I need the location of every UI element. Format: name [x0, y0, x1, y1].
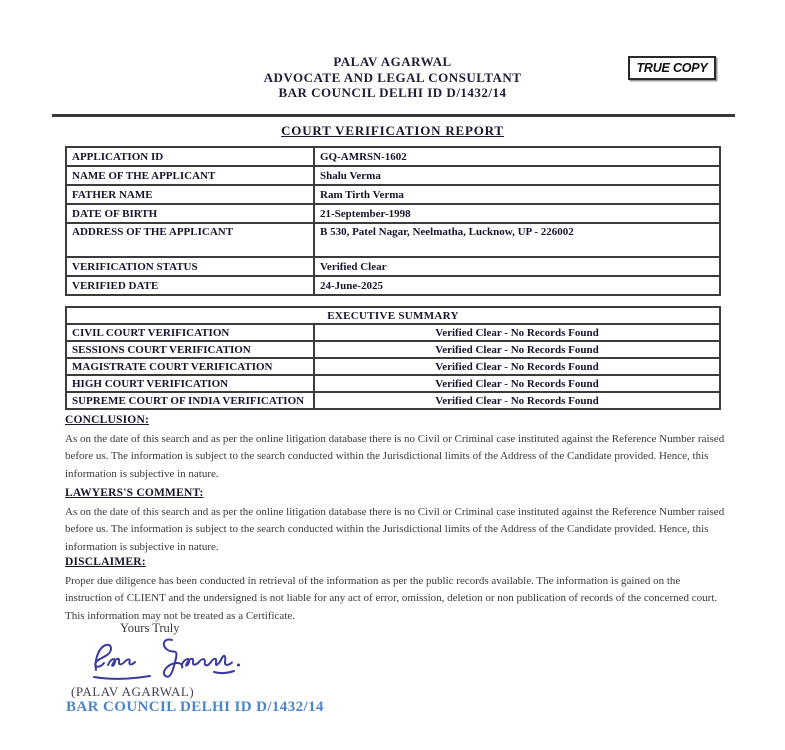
section-heading: LAWYERS'S COMMENT:: [65, 487, 204, 499]
section-body: Proper due diligence has been conducted in retrieval of the information as per the public records available. The information is gained on the instruction of CLIENT and the undersigned is not liable for any act of error, omission, deletion or non publication of records of the concerned court. This information may not be treated as a Certificate.: [65, 574, 718, 622]
section-body: As on the date of this search and as per the online litigation database there is no Civil or Criminal case instituted against the Reference Number raised before us. The information is subject to the search conducted within the Jurisdictional limits of the Address of the Candidate provided. Hence, this information is subjective in nature.: [65, 432, 725, 480]
field-label: VERIFIED DATE: [66, 276, 314, 295]
field-label: SESSIONS COURT VERIFICATION: [66, 341, 314, 358]
table-row: [66, 223, 720, 257]
field-value: 21-September-1998: [314, 204, 720, 223]
field-value: B 530, Patel Nagar, Neelmatha, Lucknow, UP - 226002: [314, 223, 720, 257]
advocate-role: ADVOCATE AND LEGAL CONSULTANT: [263, 69, 522, 85]
lawyers-comment-section: [65, 487, 725, 556]
executive-summary-heading: EXECUTIVE SUMMARY: [66, 307, 720, 324]
field-value: GQ-AMRSN-1602: [314, 147, 720, 166]
field-value: Verified Clear - No Records Found: [314, 324, 720, 341]
header-divider: [52, 114, 735, 117]
field-label: NAME OF THE APPLICANT: [66, 166, 314, 185]
table-row: [66, 392, 720, 409]
field-label: APPLICATION ID: [66, 147, 314, 166]
table-row: [66, 147, 720, 166]
field-label: DATE OF BIRTH: [66, 204, 314, 223]
field-label: ADDRESS OF THE APPLICANT: [66, 223, 314, 257]
field-value: 24-June-2025: [314, 276, 720, 295]
table-row: [66, 375, 720, 392]
true-copy-stamp: TRUE COPY: [628, 56, 716, 80]
section-heading: DISCLAIMER:: [65, 556, 146, 568]
advocate-bar-id: BAR COUNCIL DELHI ID D/1432/14: [278, 85, 507, 100]
handwritten-signature: [86, 634, 256, 686]
applicant-info-table: [65, 146, 721, 296]
section-heading: CONCLUSION:: [65, 414, 149, 426]
field-value: Verified Clear - No Records Found: [314, 392, 720, 409]
table-header-row: [66, 307, 720, 324]
table-row: [66, 204, 720, 223]
executive-summary-table: [65, 306, 721, 410]
field-label: CIVIL COURT VERIFICATION: [66, 324, 314, 341]
field-label: VERIFICATION STATUS: [66, 257, 314, 276]
field-label: SUPREME COURT OF INDIA VERIFICATION: [66, 392, 314, 409]
table-row: [66, 257, 720, 276]
bar-council-id-line: BAR COUNCIL DELHI ID D/1432/14: [66, 699, 324, 715]
field-value: Verified Clear: [314, 257, 720, 276]
field-value: Verified Clear - No Records Found: [314, 375, 720, 392]
table-row: [66, 324, 720, 341]
table-row: [66, 185, 720, 204]
field-label: FATHER NAME: [66, 185, 314, 204]
table-row: [66, 276, 720, 295]
table-row: [66, 166, 720, 185]
field-value: Shalu Verma: [314, 166, 720, 185]
field-value: Verified Clear - No Records Found: [314, 358, 720, 375]
disclaimer-section: [65, 556, 725, 625]
signatory-name: (PALAV AGARWAL): [71, 684, 195, 699]
section-body: As on the date of this search and as per the online litigation database there is no Civil or Criminal case instituted against the Reference Number raised before us. The information is subject to the search conducted within the Jurisdictional limits of the Address of the Candidate provided. Hence, this information is subjective in nature.: [65, 505, 725, 553]
advocate-name: PALAV AGARWAL: [333, 54, 452, 69]
conclusion-section: [65, 414, 725, 483]
closing-salutation: Yours Truly: [120, 621, 180, 635]
field-label: HIGH COURT VERIFICATION: [66, 375, 314, 392]
field-value: Ram Tirth Verma: [314, 185, 720, 204]
table-row: [66, 358, 720, 375]
document-title: COURT VERIFICATION REPORT: [281, 123, 504, 138]
field-value: Verified Clear - No Records Found: [314, 341, 720, 358]
field-label: MAGISTRATE COURT VERIFICATION: [66, 358, 314, 375]
table-row: [66, 341, 720, 358]
